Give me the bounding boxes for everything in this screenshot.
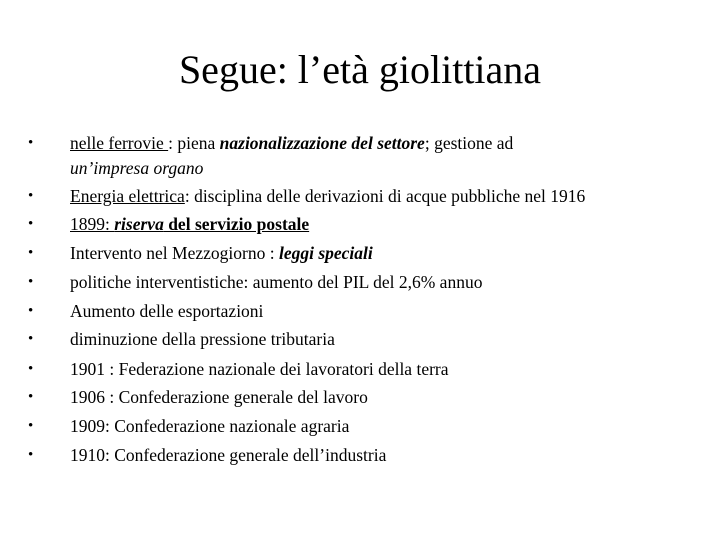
item-text: nelle ferrovie: [70, 133, 169, 153]
slide-title: Segue: l’età giolittiana: [178, 47, 542, 92]
item-text: : disciplina delle derivazioni di acque pubbliche nel 1916: [184, 186, 586, 206]
item-text: Energia elettrica: [70, 186, 185, 206]
bullet: •: [28, 216, 34, 232]
item-text: 1906 : Confederazione generale del lavoro: [70, 387, 368, 407]
item-text: : piena: [168, 133, 220, 153]
item-text: Intervento nel Mezzogiorno :: [70, 243, 279, 263]
item-text: 1909: Confederazione nazionale agraria: [70, 416, 350, 436]
bullet: •: [28, 447, 34, 463]
bullet: •: [28, 331, 34, 347]
item-text: 1910: Confederazione generale dell’industria: [70, 445, 387, 465]
bullet: •: [28, 418, 34, 434]
item-text: Aumento delle esportazioni: [70, 301, 264, 321]
bullet: •: [28, 361, 34, 377]
item-text: politiche interventistiche: aumento del PIL del 2,6% annuo: [70, 272, 483, 292]
bullet: •: [28, 303, 34, 319]
bullet: •: [28, 188, 34, 204]
item-text: ; gestione ad: [424, 133, 514, 153]
item-text: 1901 : Federazione nazionale dei lavoratori della terra: [70, 359, 449, 379]
item-text: 1899:: [70, 214, 115, 234]
item-emphasis: riserva: [114, 214, 164, 234]
item-text: un’impresa organo: [70, 158, 204, 178]
item-emphasis: leggi speciali: [278, 243, 373, 263]
bullet: •: [28, 135, 34, 151]
item-emphasis: nazionalizzazione del settore: [219, 133, 425, 153]
bullet: •: [28, 274, 34, 290]
item-text: diminuzione della pressione tributaria: [70, 329, 335, 349]
bullet: •: [28, 245, 34, 261]
bullet: •: [28, 389, 34, 405]
item-text: del servizio postale: [163, 214, 310, 234]
